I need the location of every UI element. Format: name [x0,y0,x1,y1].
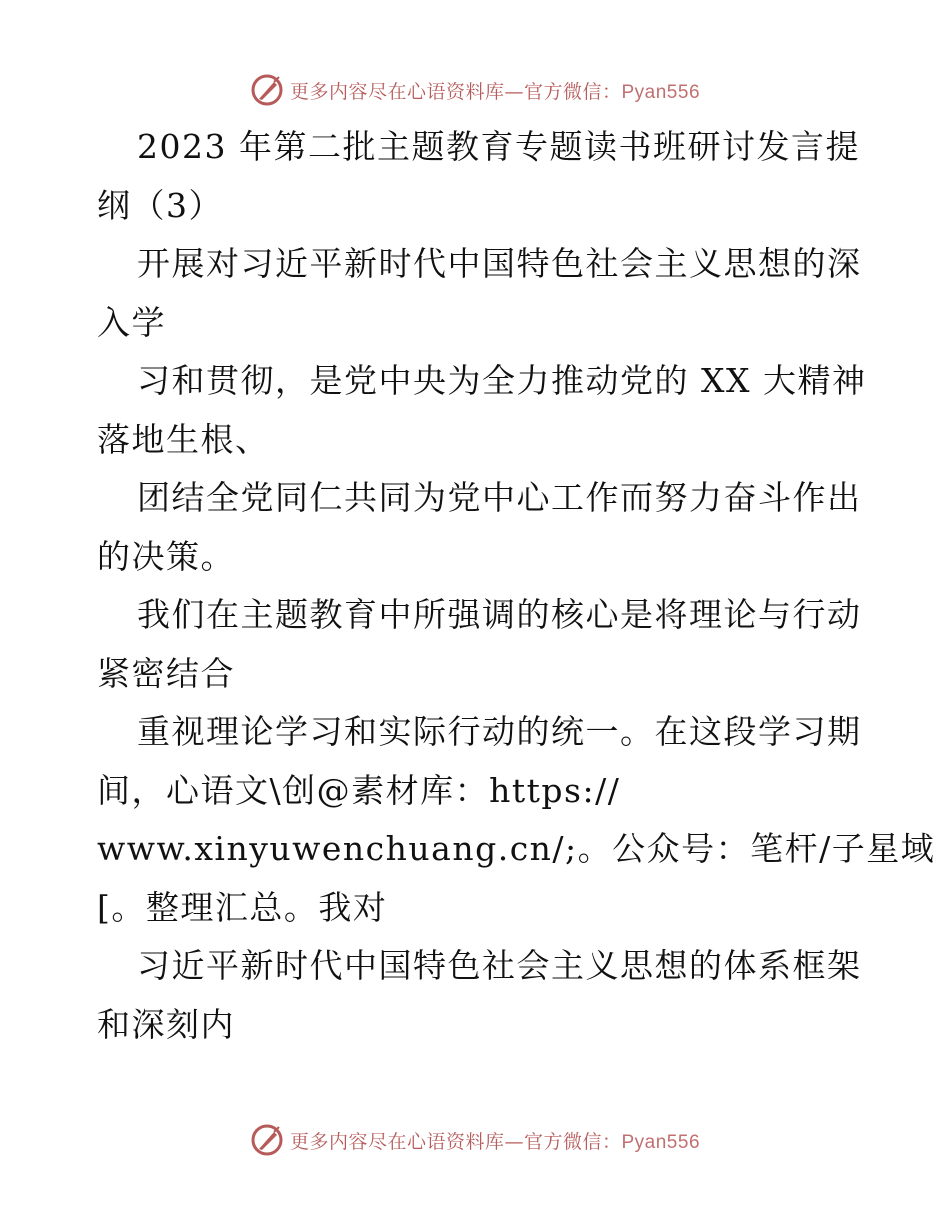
text-line: 习和贯彻，是党中央为全力推动党的 XX 大精神 [137,361,867,400]
banner-label: 更多内容尽在心语资料库—官方微信： [289,80,622,103]
text-line: 重视理论学习和实际行动的统一。在这段学习期 [137,712,862,751]
document-body [97,118,936,1054]
wechat-id: Pyan556 [621,1131,701,1153]
quill-seal-icon [250,73,284,107]
header-watermark-banner [0,70,950,110]
text-line: 2023 年第二批主题教育专题读书班研讨发言提 [137,127,860,166]
text-line: 间，心语文\创@素材库：https:// [97,770,621,810]
text-line: 和深刻内 [97,1004,235,1044]
text-line: 团结全党同仁共同为党中心工作而努力奋斗作出 [137,478,862,517]
text-line: www.xinyuwenchuang.cn/;。公众号：笔杆/子星域 [97,829,936,868]
text-line: 我们在主题教育中所强调的核心是将理论与行动 [137,595,862,634]
text-line: 紧密结合 [97,653,235,693]
wechat-id: Pyan556 [621,81,701,103]
footer-watermark-banner [0,1120,950,1160]
banner-text [290,77,700,104]
quill-seal-icon [250,1123,284,1157]
banner-text [290,1127,700,1154]
text-line: [。整理汇总。我对 [97,887,388,927]
text-line: 的决策。 [97,536,235,576]
banner-label: 更多内容尽在心语资料库—官方微信： [289,1130,622,1153]
text-line: 入学 [97,302,166,342]
text-line: 落地生根、 [97,419,270,459]
text-line: 纲（3） [97,185,223,225]
text-line: 开展对习近平新时代中国特色社会主义思想的深 [137,244,862,283]
text-line: 习近平新时代中国特色社会主义思想的体系框架 [137,946,862,985]
